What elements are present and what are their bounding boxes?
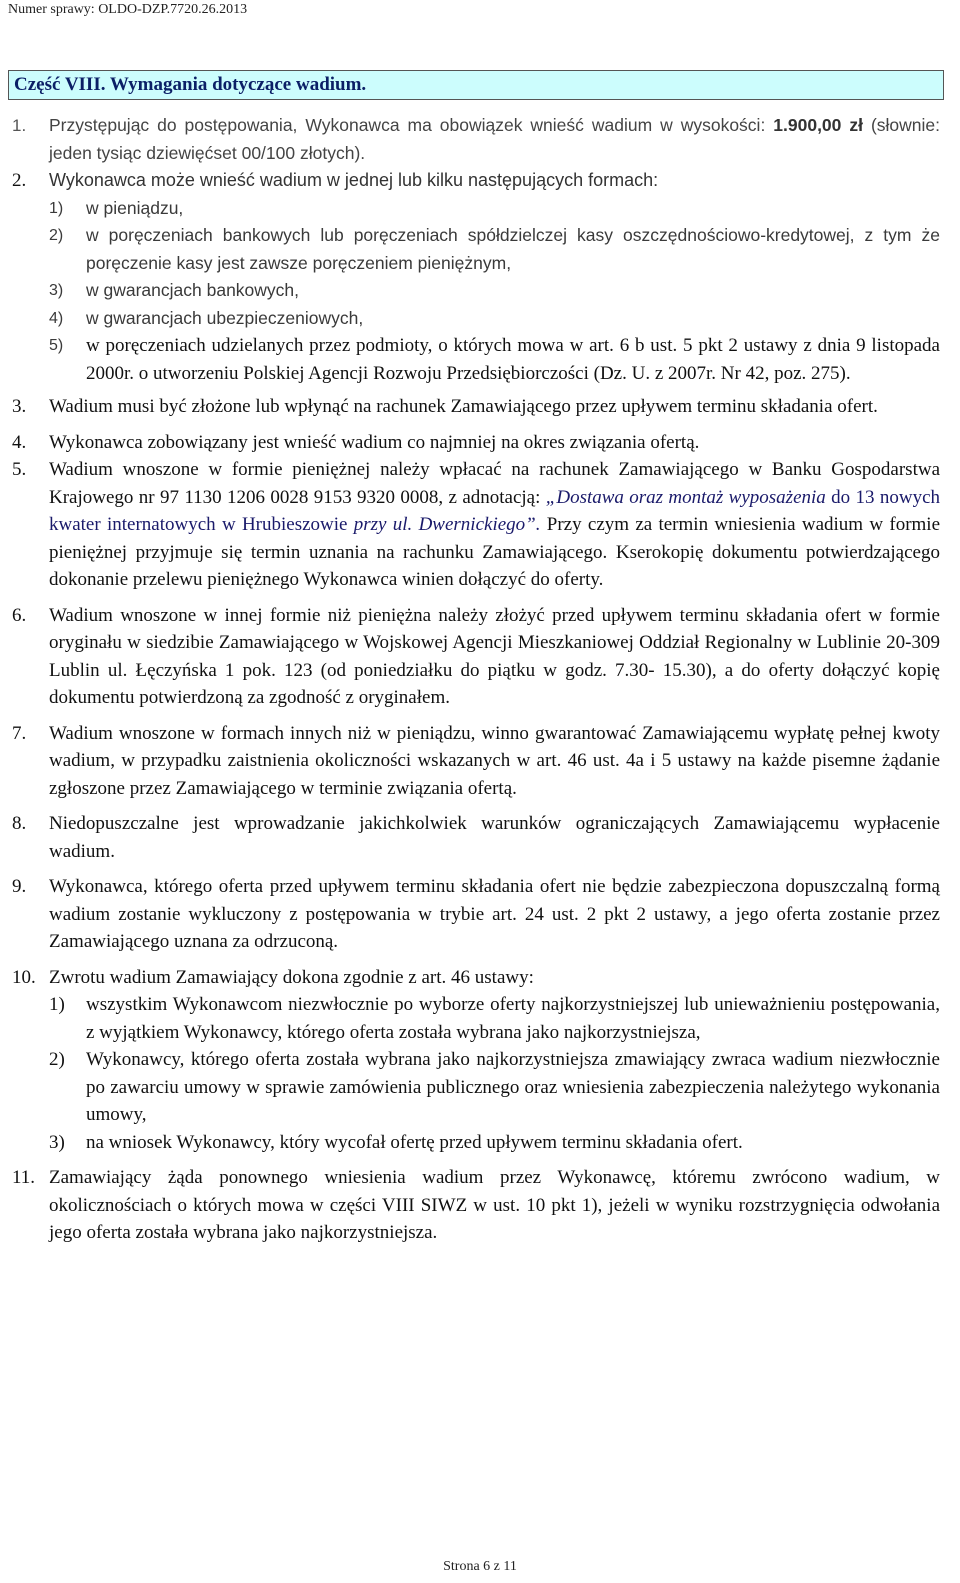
- sub-item-text: wszystkim Wykonawcom niezwłocznie po wyborze oferty najkorzystniejszej lub unieważnieniu postępowania, z wyjątkiem Wykonawcy, którego oferta została wybrana jako najkorzystniejsza,: [86, 994, 940, 1043]
- sub-item-number: 3): [49, 1131, 65, 1153]
- sub-item-number: 2): [49, 227, 64, 244]
- list-item-11: [12, 1164, 940, 1247]
- sub-item-number: 1): [49, 994, 65, 1015]
- wadium-amount: 1.900,00 zł: [773, 115, 863, 135]
- item-text: Zamawiający żąda ponownego wniesienia wadium przez Wykonawcę, któremu zwrócono wadium, w okolicznościach o których mowa w części VIII SIWZ w ust. 10 pkt 1), jeżeli w wyniku rozstrzygnięcia odwołania jego oferta została wybrana jako najkorzystniejsza.: [49, 1167, 940, 1243]
- item-text: Przystępując do postępowania, Wykonawca ma obowiązek wnieść wadium w wysokości:: [49, 115, 766, 135]
- item-number: 4.: [12, 431, 27, 453]
- item-number: 3.: [12, 396, 27, 417]
- item-text: Niedopuszczalne jest wprowadzanie jakichkolwiek warunków ograniczających Zamawiającemu wypłacenie wadium.: [49, 813, 940, 862]
- list-item-6: [12, 602, 940, 712]
- sub-item-text: na wniosek Wykonawcy, który wycofał ofertę przed upływem terminu składania ofert.: [86, 1131, 743, 1153]
- sub-item-text: w gwarancjach bankowych,: [86, 280, 300, 300]
- item-number: 10.: [12, 966, 36, 988]
- item-number: 2.: [12, 170, 27, 191]
- list-item-9: [12, 873, 940, 956]
- sub-item-text: w gwarancjach ubezpieczeniowych,: [86, 307, 364, 328]
- item-text: Wadium musi być złożone lub wpłynąć na rachunek Zamawiającego przez upływem terminu składania ofert.: [49, 396, 878, 417]
- section-title: Część VIII. Wymagania dotyczące wadium.: [14, 74, 367, 95]
- list-item-4: [12, 429, 940, 457]
- sub-item-text: Wykonawcy, którego oferta została wybrana jako najkorzystniejsza zmawiający zwraca wadium niezwłocznie po zawarciu umowy w sprawie zamówienia publicznego oraz wniesienia zabezpieczenia należytego wykonania umowy,: [86, 1049, 940, 1125]
- item-text: Wadium wnoszone w innej formie niż pieniężna należy złożyć przed upływem terminu składania ofert w formie oryginału w siedzibie Zamawiającego w Wojskowej Agencji Mieszkaniowej Oddział Regionalny w Lublinie 20-309 Lublin ul. Łęczyńska 1 pok. 123 (od poniedziałku do piątku w godz. 7.30- 15.30), a do oferty dołączyć kopię dokumentu potwierdzoną za zgodność z oryginałem.: [49, 604, 940, 708]
- item-text: Przy czym za termin wniesienia wadium w formie pieniężnej przyjmuje się termin uznania na rachunku Zamawiającego. Kserokopię dokumentu potwierdzającego dokonanie przelewu pieniężnego Wykonawca winien dołączyć do oferty.: [49, 514, 941, 590]
- sub-item: [49, 305, 940, 333]
- sub-item-text: w poręczeniach udzielanych przez podmioty, o których mowa w art. 6 b ust. 5 pkt 2 ustawy z dnia 9 listopada 2000r. o utworzeniu Polskiej Agencji Rozwoju Przedsiębiorczości (Dz. U. z 2007r. Nr 42, poz. 275).: [86, 335, 940, 384]
- list-item-8: [12, 810, 940, 865]
- item-text: Wadium wnoszone w formie pieniężnej należy wpłacać na rachunek Zamawiającego w Banku Gospodarstwa Krajowego nr 97 1130 1206 0028 9153 9320 0008, z adnotacją:: [49, 459, 940, 508]
- item-number: 11.: [12, 1167, 36, 1188]
- sub-item-text: w poręczeniach bankowych lub poręczeniach spółdzielczej kasy oszczędnościowo-kredytowej, z tym że poręczenie kasy jest zawsze poręczeniem pieniężnym,: [86, 225, 940, 273]
- item-number: 6.: [12, 604, 27, 626]
- document-case-number: Numer sprawy: OLDO-DZP.7720.26.2013: [8, 2, 248, 17]
- list-item-7: [12, 720, 940, 803]
- sub-item-number: 2): [49, 1049, 65, 1070]
- sub-item-number: 3): [49, 282, 64, 299]
- page-number-footer: Strona 6 z 11: [443, 1559, 517, 1574]
- item-number: 9.: [12, 876, 27, 897]
- sub-item: [49, 277, 940, 305]
- sub-item: [49, 1046, 940, 1129]
- item-text: Wykonawca zobowiązany jest wnieść wadium co najmniej na okres związania ofertą.: [49, 431, 700, 453]
- list-item-2: [12, 167, 940, 387]
- sub-item: [49, 222, 940, 277]
- item-number: 8.: [12, 813, 27, 834]
- sub-item: [49, 332, 940, 387]
- sub-item: [49, 1129, 940, 1157]
- sub-item-number: 5): [49, 337, 64, 354]
- document-body: [12, 112, 940, 1247]
- item-number: 5.: [12, 459, 27, 480]
- item-italic-text: „Dostawa oraz montaż wyposażenia: [545, 486, 826, 508]
- sub-item-text: w pieniądzu,: [86, 197, 184, 218]
- item-text: do 13 nowych kwater internatowych w Hrubieszowie: [49, 486, 941, 535]
- list-item-1: [12, 112, 940, 167]
- item-text: Zwrotu wadium Zamawiający dokona zgodnie z art. 46 ustawy:: [49, 966, 534, 988]
- item-number: 7.: [12, 722, 27, 744]
- item-text: Wykonawca może wnieść wadium w jednej lub kilku następujących formach:: [49, 170, 659, 190]
- list-item-10: [12, 964, 940, 1157]
- item-number: 1.: [12, 116, 27, 135]
- item-italic-text: przy ul. Dwernickiego”.: [353, 514, 541, 535]
- sub-item: [49, 195, 940, 223]
- sub-item: [49, 991, 940, 1046]
- sub-item-number: 1): [49, 199, 64, 217]
- list-item-3: [12, 393, 940, 421]
- item-text: Wadium wnoszone w formach innych niż w pieniądzu, winno gwarantować Zamawiającemu wypłatę pełnej kwoty wadium, w przypadku zaistnienia okoliczności wskazanych w art. 46 ust. 4a i 5 ustawy na każde pisemne żądanie zgłoszone przez Zamawiającego w terminie związania ofertą.: [49, 722, 940, 799]
- item-text: Wykonawca, którego oferta przed upływem terminu składania ofert nie będzie zabezpieczona dopuszczalną formą wadium zostanie wykluczony z postępowania w trybie art. 24 ust. 2 pkt 2 ustawy, a jego oferta zostanie przez Zamawiającego uznana za odrzuconą.: [49, 876, 940, 952]
- item-text: (słownie: jeden tysiąc dziewięćset 00/100 złotych).: [49, 115, 940, 163]
- sub-item-number: 4): [49, 309, 64, 327]
- list-item-5: [12, 456, 940, 594]
- section-heading-bar: [8, 70, 944, 100]
